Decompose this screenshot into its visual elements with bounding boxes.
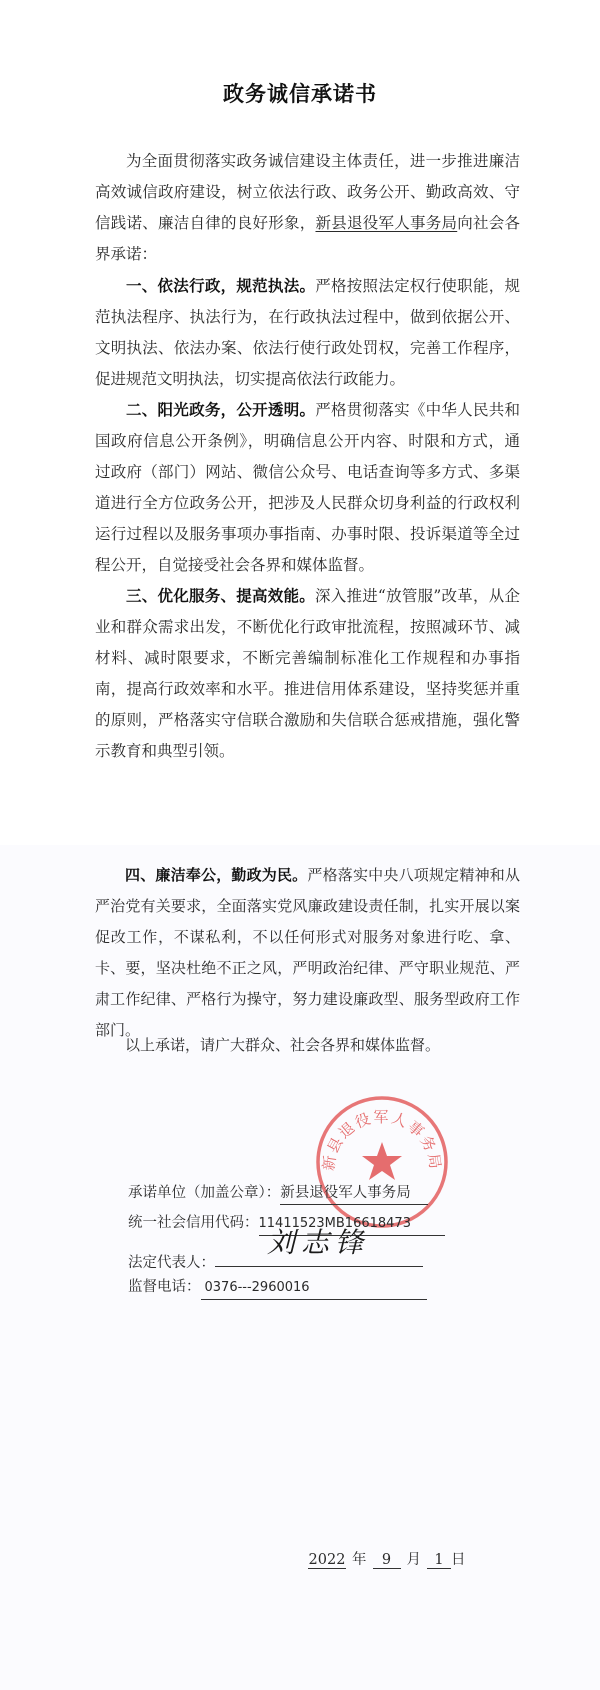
section-1-body: 严格按照法定权行使职能，规范执法程序、执法行为，在行政执法过程中，做到依据公开、文明执法、依法办案、依法行使行政处罚权，完善工作程序，促进规范文明执法，切实提高依法行政能力。 <box>95 277 520 388</box>
section-1 <box>95 270 520 395</box>
intro-org: 新县退役军人事务局 <box>315 214 458 232</box>
closing-paragraph: 以上承诺，请广大群众、社会各界和媒体监督。 <box>125 1036 441 1054</box>
document-title: 政务诚信承诺书 <box>223 81 377 106</box>
section-3 <box>95 580 520 767</box>
section-3-body: 深入推进“放管服”改革，从企业和群众需求出发，不断优化行政审批流程，按照减环节、减材料、减时限要求，不断完善编制标准化工作规程和办事指南，提高行政效率和水平。推进信用体系建设，坚持奖惩并重的原则，严格落实守信联合激励和失信联合惩戒措施，强化警示教育和典型引领。 <box>95 587 520 760</box>
phone-row <box>128 1276 427 1300</box>
unit-row <box>128 1182 428 1205</box>
intro-text-end: 向社会各界承诺： <box>95 214 520 263</box>
section-2 <box>95 394 520 581</box>
section-2-heading: 二、阳光政务，公开透明。 <box>126 400 316 419</box>
intro-text: 为全面贯彻落实政务诚信建设主体责任，进一步推进廉洁高效诚信政府建设，树立依法行政、政务公开、勤政高效、守信践诺、廉洁自律的良好形象， <box>95 152 520 232</box>
section-4-body: 严格落实中央八项规定精神和从严治党有关要求，全面落实党风廉政建设责任制，扎实开展以案促改工作，不谋私利，不以任何形式对服务对象进行吃、拿、卡、要，坚决杜绝不正之风，严明政治纪律、严守职业规范、严肃工作纪律、严格行为操守，努力建设廉政型、服务型政府工作部门。 <box>95 866 520 1039</box>
credit-label: 统一社会信用代码： <box>128 1215 259 1231</box>
unit-value: 新县退役军人事务局 <box>280 1182 428 1205</box>
representative-row <box>128 1226 423 1274</box>
official-seal <box>312 1092 452 1232</box>
phone-label: 监督电话： <box>128 1279 201 1295</box>
credit-value: 11411523MB16618473 <box>259 1213 445 1236</box>
seal-text: 新县退役军人事务局 <box>319 1108 445 1172</box>
date-year: 2022 <box>308 1552 346 1568</box>
intro-paragraph <box>95 146 520 270</box>
seal-star-icon <box>362 1142 402 1180</box>
date-day: 1 <box>427 1552 451 1569</box>
date-year-unit: 年 <box>352 1552 367 1568</box>
representative-line <box>215 1226 423 1267</box>
section-4-heading: 四、廉洁奉公，勤政为民。 <box>125 866 308 884</box>
date-day-unit: 日 <box>451 1552 466 1568</box>
section-3-heading: 三、优化服务、提高效能。 <box>126 586 315 605</box>
unit-label: 承诺单位（加盖公章）： <box>128 1185 281 1201</box>
date-line <box>308 1548 466 1569</box>
section-1-heading: 一、依法行政，规范执法。 <box>126 276 316 295</box>
section-2-body: 严格贯彻落实《中华人民共和国政府信息公开条例》，明确信息公开内容、时限和方式，通过政府（部门）网站、微信公众号、电话查询等多方式、多渠道进行全方位政务公开，把涉及人民群众切身利益的行政权利运行过程以及服务事项办事指南、办事时限、投诉渠道等全过程公开，自觉接受社会各界和媒体监督。 <box>95 401 520 574</box>
representative-label: 法定代表人： <box>128 1255 215 1271</box>
date-month-unit: 月 <box>406 1552 421 1568</box>
phone-value: 0376---2960016 <box>201 1277 427 1300</box>
handwritten-signature: 刘志锋 <box>267 1226 370 1259</box>
section-4 <box>95 860 520 1046</box>
date-month: 9 <box>373 1552 401 1569</box>
